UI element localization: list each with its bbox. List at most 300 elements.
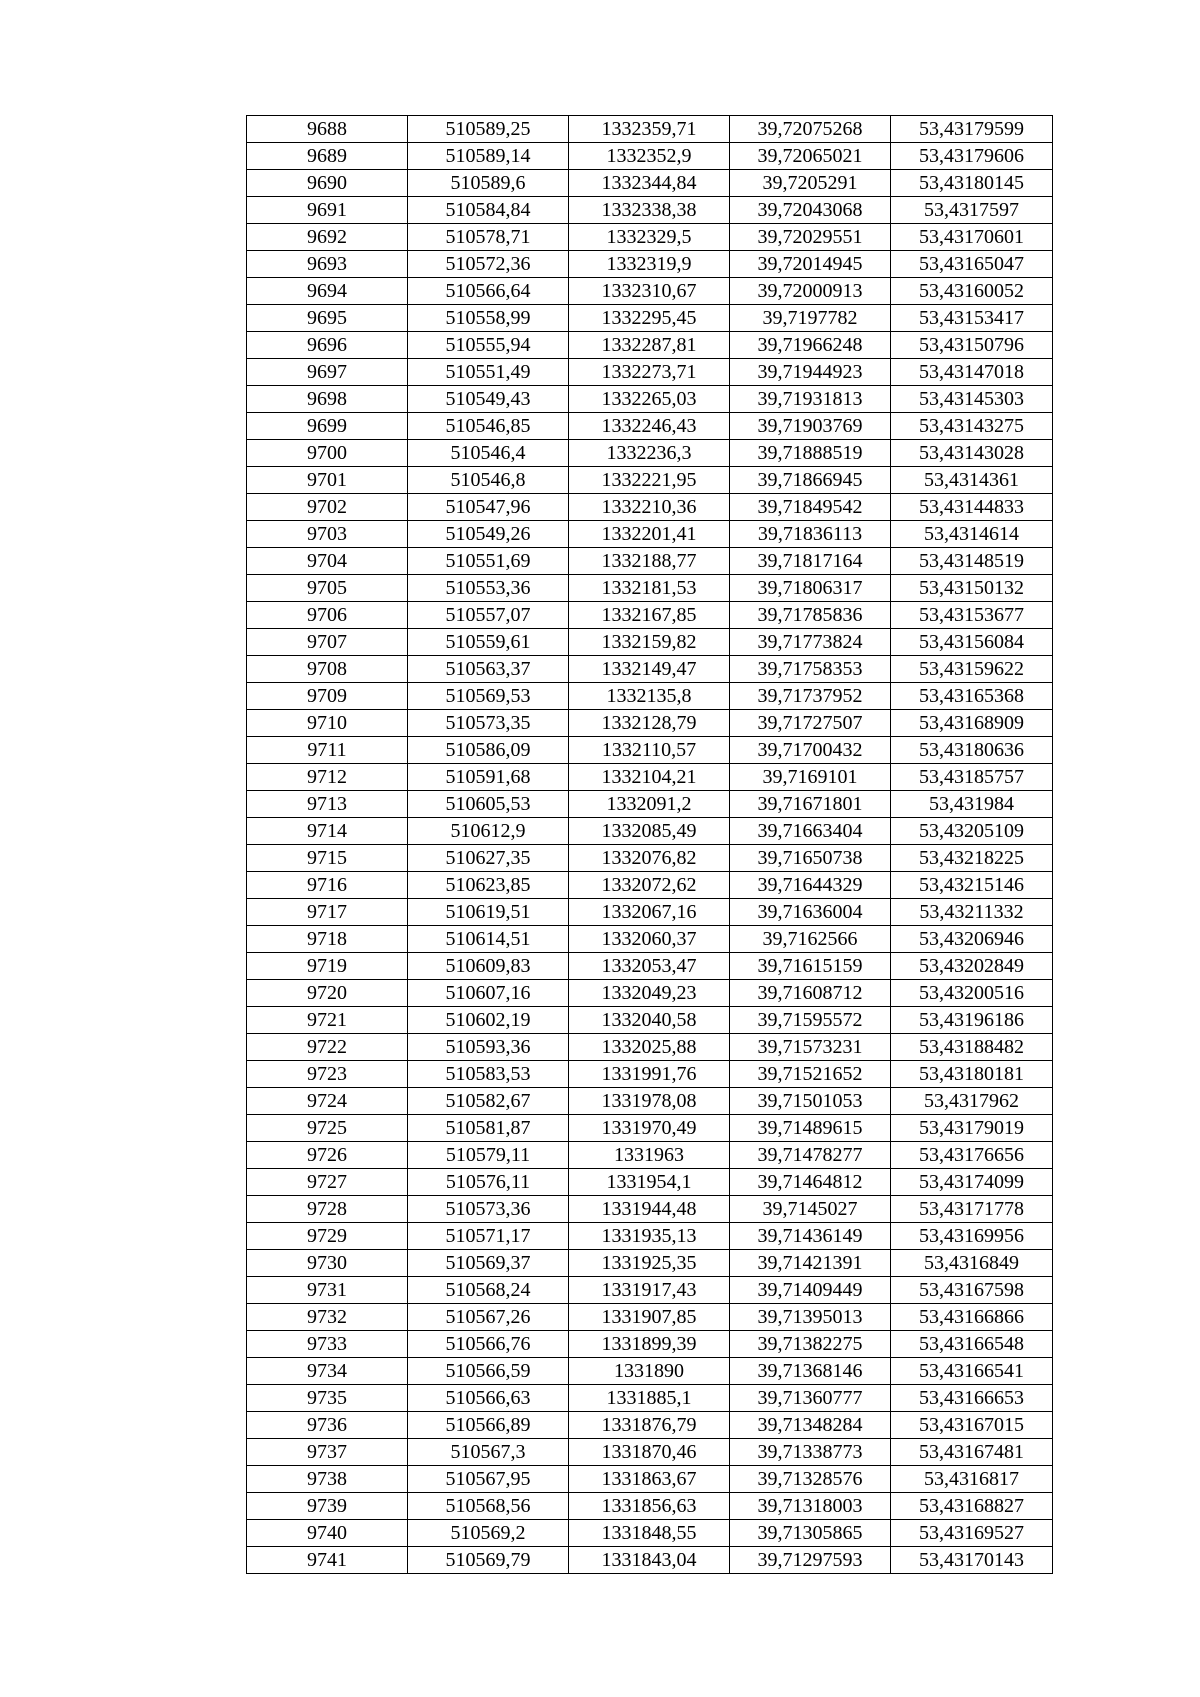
longitude-cell: 39,7169101 <box>730 764 891 791</box>
latitude-cell: 53,43168827 <box>891 1493 1053 1520</box>
x-coordinate-cell: 510568,56 <box>408 1493 569 1520</box>
longitude-cell: 39,7197782 <box>730 305 891 332</box>
y-coordinate-cell: 1331907,85 <box>569 1304 730 1331</box>
point-number-cell: 9731 <box>247 1277 408 1304</box>
x-coordinate-cell: 510579,11 <box>408 1142 569 1169</box>
y-coordinate-cell: 1332352,9 <box>569 143 730 170</box>
longitude-cell: 39,71806317 <box>730 575 891 602</box>
longitude-cell: 39,71931813 <box>730 386 891 413</box>
latitude-cell: 53,43165047 <box>891 251 1053 278</box>
point-number-cell: 9694 <box>247 278 408 305</box>
longitude-cell: 39,71836113 <box>730 521 891 548</box>
latitude-cell: 53,43166653 <box>891 1385 1053 1412</box>
x-coordinate-cell: 510589,6 <box>408 170 569 197</box>
latitude-cell: 53,43180181 <box>891 1061 1053 1088</box>
longitude-cell: 39,71700432 <box>730 737 891 764</box>
table-row <box>247 980 1053 1007</box>
table-row <box>247 1223 1053 1250</box>
x-coordinate-cell: 510591,68 <box>408 764 569 791</box>
table-row <box>247 1385 1053 1412</box>
point-number-cell: 9707 <box>247 629 408 656</box>
table-row <box>247 521 1053 548</box>
point-number-cell: 9739 <box>247 1493 408 1520</box>
table-row <box>247 494 1053 521</box>
table-row <box>247 1547 1053 1574</box>
latitude-cell: 53,4316849 <box>891 1250 1053 1277</box>
y-coordinate-cell: 1332310,67 <box>569 278 730 305</box>
point-number-cell: 9688 <box>247 116 408 143</box>
table-row <box>247 1169 1053 1196</box>
y-coordinate-cell: 1332167,85 <box>569 602 730 629</box>
x-coordinate-cell: 510573,36 <box>408 1196 569 1223</box>
longitude-cell: 39,71849542 <box>730 494 891 521</box>
latitude-cell: 53,43180145 <box>891 170 1053 197</box>
longitude-cell: 39,71903769 <box>730 413 891 440</box>
latitude-cell: 53,43165368 <box>891 683 1053 710</box>
x-coordinate-cell: 510602,19 <box>408 1007 569 1034</box>
x-coordinate-cell: 510546,8 <box>408 467 569 494</box>
point-number-cell: 9703 <box>247 521 408 548</box>
point-number-cell: 9736 <box>247 1412 408 1439</box>
point-number-cell: 9741 <box>247 1547 408 1574</box>
latitude-cell: 53,43150796 <box>891 332 1053 359</box>
point-number-cell: 9725 <box>247 1115 408 1142</box>
y-coordinate-cell: 1332159,82 <box>569 629 730 656</box>
y-coordinate-cell: 1332076,82 <box>569 845 730 872</box>
x-coordinate-cell: 510589,14 <box>408 143 569 170</box>
y-coordinate-cell: 1332091,2 <box>569 791 730 818</box>
longitude-cell: 39,71737952 <box>730 683 891 710</box>
x-coordinate-cell: 510569,79 <box>408 1547 569 1574</box>
x-coordinate-cell: 510569,53 <box>408 683 569 710</box>
y-coordinate-cell: 1332072,62 <box>569 872 730 899</box>
coordinates-table-body <box>247 116 1053 1574</box>
x-coordinate-cell: 510614,51 <box>408 926 569 953</box>
latitude-cell: 53,4317962 <box>891 1088 1053 1115</box>
table-row <box>247 1007 1053 1034</box>
point-number-cell: 9699 <box>247 413 408 440</box>
y-coordinate-cell: 1332265,03 <box>569 386 730 413</box>
point-number-cell: 9740 <box>247 1520 408 1547</box>
y-coordinate-cell: 1331954,1 <box>569 1169 730 1196</box>
x-coordinate-cell: 510549,26 <box>408 521 569 548</box>
latitude-cell: 53,43218225 <box>891 845 1053 872</box>
y-coordinate-cell: 1332210,36 <box>569 494 730 521</box>
y-coordinate-cell: 1332025,88 <box>569 1034 730 1061</box>
x-coordinate-cell: 510623,85 <box>408 872 569 899</box>
latitude-cell: 53,43169527 <box>891 1520 1053 1547</box>
point-number-cell: 9738 <box>247 1466 408 1493</box>
point-number-cell: 9702 <box>247 494 408 521</box>
y-coordinate-cell: 1331991,76 <box>569 1061 730 1088</box>
y-coordinate-cell: 1332295,45 <box>569 305 730 332</box>
point-number-cell: 9718 <box>247 926 408 953</box>
latitude-cell: 53,43167598 <box>891 1277 1053 1304</box>
y-coordinate-cell: 1332221,95 <box>569 467 730 494</box>
x-coordinate-cell: 510572,36 <box>408 251 569 278</box>
y-coordinate-cell: 1332319,9 <box>569 251 730 278</box>
table-row <box>247 1277 1053 1304</box>
point-number-cell: 9734 <box>247 1358 408 1385</box>
y-coordinate-cell: 1332149,47 <box>569 656 730 683</box>
y-coordinate-cell: 1332128,79 <box>569 710 730 737</box>
latitude-cell: 53,43179606 <box>891 143 1053 170</box>
x-coordinate-cell: 510567,3 <box>408 1439 569 1466</box>
y-coordinate-cell: 1332359,71 <box>569 116 730 143</box>
x-coordinate-cell: 510558,99 <box>408 305 569 332</box>
latitude-cell: 53,43171778 <box>891 1196 1053 1223</box>
table-row <box>247 656 1053 683</box>
longitude-cell: 39,71348284 <box>730 1412 891 1439</box>
point-number-cell: 9719 <box>247 953 408 980</box>
x-coordinate-cell: 510547,96 <box>408 494 569 521</box>
x-coordinate-cell: 510568,24 <box>408 1277 569 1304</box>
y-coordinate-cell: 1331890 <box>569 1358 730 1385</box>
latitude-cell: 53,4314361 <box>891 467 1053 494</box>
table-row <box>247 386 1053 413</box>
x-coordinate-cell: 510549,43 <box>408 386 569 413</box>
table-row <box>247 332 1053 359</box>
y-coordinate-cell: 1332053,47 <box>569 953 730 980</box>
longitude-cell: 39,71888519 <box>730 440 891 467</box>
x-coordinate-cell: 510612,9 <box>408 818 569 845</box>
y-coordinate-cell: 1332181,53 <box>569 575 730 602</box>
x-coordinate-cell: 510566,63 <box>408 1385 569 1412</box>
y-coordinate-cell: 1331848,55 <box>569 1520 730 1547</box>
table-row <box>247 602 1053 629</box>
latitude-cell: 53,43159622 <box>891 656 1053 683</box>
y-coordinate-cell: 1331843,04 <box>569 1547 730 1574</box>
y-coordinate-cell: 1331944,48 <box>569 1196 730 1223</box>
x-coordinate-cell: 510627,35 <box>408 845 569 872</box>
x-coordinate-cell: 510566,64 <box>408 278 569 305</box>
latitude-cell: 53,43156084 <box>891 629 1053 656</box>
x-coordinate-cell: 510557,07 <box>408 602 569 629</box>
x-coordinate-cell: 510573,35 <box>408 710 569 737</box>
table-row <box>247 1358 1053 1385</box>
point-number-cell: 9732 <box>247 1304 408 1331</box>
x-coordinate-cell: 510571,17 <box>408 1223 569 1250</box>
point-number-cell: 9726 <box>247 1142 408 1169</box>
table-row <box>247 548 1053 575</box>
longitude-cell: 39,71328576 <box>730 1466 891 1493</box>
table-row <box>247 224 1053 251</box>
x-coordinate-cell: 510553,36 <box>408 575 569 602</box>
longitude-cell: 39,71650738 <box>730 845 891 872</box>
table-row <box>247 575 1053 602</box>
x-coordinate-cell: 510569,37 <box>408 1250 569 1277</box>
table-row <box>247 1304 1053 1331</box>
table-row <box>247 1520 1053 1547</box>
longitude-cell: 39,71608712 <box>730 980 891 1007</box>
longitude-cell: 39,71409449 <box>730 1277 891 1304</box>
y-coordinate-cell: 1332287,81 <box>569 332 730 359</box>
longitude-cell: 39,71671801 <box>730 791 891 818</box>
y-coordinate-cell: 1332246,43 <box>569 413 730 440</box>
point-number-cell: 9729 <box>247 1223 408 1250</box>
longitude-cell: 39,71478277 <box>730 1142 891 1169</box>
y-coordinate-cell: 1332201,41 <box>569 521 730 548</box>
table-row <box>247 845 1053 872</box>
point-number-cell: 9706 <box>247 602 408 629</box>
table-row <box>247 1493 1053 1520</box>
latitude-cell: 53,43188482 <box>891 1034 1053 1061</box>
x-coordinate-cell: 510607,16 <box>408 980 569 1007</box>
point-number-cell: 9737 <box>247 1439 408 1466</box>
y-coordinate-cell: 1332049,23 <box>569 980 730 1007</box>
longitude-cell: 39,71489615 <box>730 1115 891 1142</box>
x-coordinate-cell: 510584,84 <box>408 197 569 224</box>
longitude-cell: 39,71758353 <box>730 656 891 683</box>
latitude-cell: 53,43180636 <box>891 737 1053 764</box>
longitude-cell: 39,71817164 <box>730 548 891 575</box>
x-coordinate-cell: 510551,69 <box>408 548 569 575</box>
y-coordinate-cell: 1331885,1 <box>569 1385 730 1412</box>
longitude-cell: 39,71305865 <box>730 1520 891 1547</box>
point-number-cell: 9723 <box>247 1061 408 1088</box>
point-number-cell: 9700 <box>247 440 408 467</box>
x-coordinate-cell: 510593,36 <box>408 1034 569 1061</box>
point-number-cell: 9705 <box>247 575 408 602</box>
longitude-cell: 39,71966248 <box>730 332 891 359</box>
table-row <box>247 818 1053 845</box>
table-row <box>247 170 1053 197</box>
table-row <box>247 1250 1053 1277</box>
table-row <box>247 926 1053 953</box>
longitude-cell: 39,72000913 <box>730 278 891 305</box>
x-coordinate-cell: 510581,87 <box>408 1115 569 1142</box>
longitude-cell: 39,71573231 <box>730 1034 891 1061</box>
x-coordinate-cell: 510551,49 <box>408 359 569 386</box>
point-number-cell: 9715 <box>247 845 408 872</box>
x-coordinate-cell: 510566,76 <box>408 1331 569 1358</box>
x-coordinate-cell: 510582,67 <box>408 1088 569 1115</box>
y-coordinate-cell: 1332110,57 <box>569 737 730 764</box>
y-coordinate-cell: 1332060,37 <box>569 926 730 953</box>
longitude-cell: 39,71436149 <box>730 1223 891 1250</box>
longitude-cell: 39,71944923 <box>730 359 891 386</box>
longitude-cell: 39,71318003 <box>730 1493 891 1520</box>
point-number-cell: 9690 <box>247 170 408 197</box>
x-coordinate-cell: 510546,4 <box>408 440 569 467</box>
x-coordinate-cell: 510583,53 <box>408 1061 569 1088</box>
point-number-cell: 9720 <box>247 980 408 1007</box>
table-row <box>247 1088 1053 1115</box>
table-row <box>247 116 1053 143</box>
latitude-cell: 53,4314614 <box>891 521 1053 548</box>
table-row <box>247 143 1053 170</box>
latitude-cell: 53,43185757 <box>891 764 1053 791</box>
point-number-cell: 9689 <box>247 143 408 170</box>
y-coordinate-cell: 1332104,21 <box>569 764 730 791</box>
latitude-cell: 53,43167015 <box>891 1412 1053 1439</box>
y-coordinate-cell: 1332329,5 <box>569 224 730 251</box>
table-row <box>247 872 1053 899</box>
latitude-cell: 53,43202849 <box>891 953 1053 980</box>
point-number-cell: 9693 <box>247 251 408 278</box>
latitude-cell: 53,43143028 <box>891 440 1053 467</box>
latitude-cell: 53,431984 <box>891 791 1053 818</box>
y-coordinate-cell: 1332085,49 <box>569 818 730 845</box>
x-coordinate-cell: 510609,83 <box>408 953 569 980</box>
longitude-cell: 39,71501053 <box>730 1088 891 1115</box>
y-coordinate-cell: 1332067,16 <box>569 899 730 926</box>
table-row <box>247 683 1053 710</box>
x-coordinate-cell: 510566,89 <box>408 1412 569 1439</box>
x-coordinate-cell: 510567,95 <box>408 1466 569 1493</box>
x-coordinate-cell: 510589,25 <box>408 116 569 143</box>
latitude-cell: 53,43206946 <box>891 926 1053 953</box>
y-coordinate-cell: 1331963 <box>569 1142 730 1169</box>
table-row <box>247 413 1053 440</box>
table-row <box>247 440 1053 467</box>
latitude-cell: 53,43179599 <box>891 116 1053 143</box>
longitude-cell: 39,71595572 <box>730 1007 891 1034</box>
x-coordinate-cell: 510559,61 <box>408 629 569 656</box>
table-row <box>247 1061 1053 1088</box>
latitude-cell: 53,43167481 <box>891 1439 1053 1466</box>
x-coordinate-cell: 510619,51 <box>408 899 569 926</box>
point-number-cell: 9698 <box>247 386 408 413</box>
latitude-cell: 53,43179019 <box>891 1115 1053 1142</box>
y-coordinate-cell: 1331935,13 <box>569 1223 730 1250</box>
point-number-cell: 9708 <box>247 656 408 683</box>
latitude-cell: 53,43174099 <box>891 1169 1053 1196</box>
latitude-cell: 53,43170601 <box>891 224 1053 251</box>
longitude-cell: 39,71421391 <box>730 1250 891 1277</box>
longitude-cell: 39,72014945 <box>730 251 891 278</box>
latitude-cell: 53,43176656 <box>891 1142 1053 1169</box>
point-number-cell: 9712 <box>247 764 408 791</box>
latitude-cell: 53,43145303 <box>891 386 1053 413</box>
point-number-cell: 9724 <box>247 1088 408 1115</box>
y-coordinate-cell: 1331978,08 <box>569 1088 730 1115</box>
x-coordinate-cell: 510578,71 <box>408 224 569 251</box>
point-number-cell: 9709 <box>247 683 408 710</box>
y-coordinate-cell: 1332236,3 <box>569 440 730 467</box>
y-coordinate-cell: 1331856,63 <box>569 1493 730 1520</box>
longitude-cell: 39,72075268 <box>730 116 891 143</box>
x-coordinate-cell: 510567,26 <box>408 1304 569 1331</box>
y-coordinate-cell: 1332273,71 <box>569 359 730 386</box>
latitude-cell: 53,43169956 <box>891 1223 1053 1250</box>
latitude-cell: 53,43211332 <box>891 899 1053 926</box>
table-row <box>247 278 1053 305</box>
longitude-cell: 39,71636004 <box>730 899 891 926</box>
latitude-cell: 53,4317597 <box>891 197 1053 224</box>
latitude-cell: 53,43153417 <box>891 305 1053 332</box>
table-row <box>247 1439 1053 1466</box>
longitude-cell: 39,71368146 <box>730 1358 891 1385</box>
longitude-cell: 39,71785836 <box>730 602 891 629</box>
y-coordinate-cell: 1332188,77 <box>569 548 730 575</box>
latitude-cell: 53,43168909 <box>891 710 1053 737</box>
x-coordinate-cell: 510569,2 <box>408 1520 569 1547</box>
latitude-cell: 53,4316817 <box>891 1466 1053 1493</box>
table-row <box>247 251 1053 278</box>
y-coordinate-cell: 1331970,49 <box>569 1115 730 1142</box>
longitude-cell: 39,71297593 <box>730 1547 891 1574</box>
coordinates-table <box>246 115 1053 1574</box>
point-number-cell: 9730 <box>247 1250 408 1277</box>
table-row <box>247 1142 1053 1169</box>
longitude-cell: 39,72029551 <box>730 224 891 251</box>
x-coordinate-cell: 510586,09 <box>408 737 569 764</box>
longitude-cell: 39,7145027 <box>730 1196 891 1223</box>
latitude-cell: 53,43153677 <box>891 602 1053 629</box>
longitude-cell: 39,71663404 <box>730 818 891 845</box>
x-coordinate-cell: 510566,59 <box>408 1358 569 1385</box>
y-coordinate-cell: 1331876,79 <box>569 1412 730 1439</box>
point-number-cell: 9696 <box>247 332 408 359</box>
point-number-cell: 9691 <box>247 197 408 224</box>
x-coordinate-cell: 510563,37 <box>408 656 569 683</box>
table-row <box>247 791 1053 818</box>
y-coordinate-cell: 1332338,38 <box>569 197 730 224</box>
latitude-cell: 53,43144833 <box>891 494 1053 521</box>
latitude-cell: 53,43196186 <box>891 1007 1053 1034</box>
y-coordinate-cell: 1331925,35 <box>569 1250 730 1277</box>
y-coordinate-cell: 1331899,39 <box>569 1331 730 1358</box>
longitude-cell: 39,7162566 <box>730 926 891 953</box>
latitude-cell: 53,43160052 <box>891 278 1053 305</box>
point-number-cell: 9717 <box>247 899 408 926</box>
y-coordinate-cell: 1331917,43 <box>569 1277 730 1304</box>
latitude-cell: 53,43147018 <box>891 359 1053 386</box>
point-number-cell: 9735 <box>247 1385 408 1412</box>
longitude-cell: 39,72043068 <box>730 197 891 224</box>
point-number-cell: 9695 <box>247 305 408 332</box>
y-coordinate-cell: 1332344,84 <box>569 170 730 197</box>
table-row <box>247 764 1053 791</box>
latitude-cell: 53,43200516 <box>891 980 1053 1007</box>
longitude-cell: 39,71644329 <box>730 872 891 899</box>
point-number-cell: 9701 <box>247 467 408 494</box>
longitude-cell: 39,71464812 <box>730 1169 891 1196</box>
latitude-cell: 53,43166541 <box>891 1358 1053 1385</box>
point-number-cell: 9721 <box>247 1007 408 1034</box>
point-number-cell: 9728 <box>247 1196 408 1223</box>
point-number-cell: 9722 <box>247 1034 408 1061</box>
table-row <box>247 953 1053 980</box>
table-row <box>247 899 1053 926</box>
x-coordinate-cell: 510605,53 <box>408 791 569 818</box>
latitude-cell: 53,43205109 <box>891 818 1053 845</box>
point-number-cell: 9714 <box>247 818 408 845</box>
longitude-cell: 39,71382275 <box>730 1331 891 1358</box>
table-row <box>247 1034 1053 1061</box>
longitude-cell: 39,71727507 <box>730 710 891 737</box>
point-number-cell: 9710 <box>247 710 408 737</box>
table-row <box>247 1196 1053 1223</box>
longitude-cell: 39,72065021 <box>730 143 891 170</box>
point-number-cell: 9727 <box>247 1169 408 1196</box>
latitude-cell: 53,43148519 <box>891 548 1053 575</box>
x-coordinate-cell: 510546,85 <box>408 413 569 440</box>
point-number-cell: 9692 <box>247 224 408 251</box>
longitude-cell: 39,7205291 <box>730 170 891 197</box>
table-row <box>247 305 1053 332</box>
latitude-cell: 53,43166866 <box>891 1304 1053 1331</box>
x-coordinate-cell: 510555,94 <box>408 332 569 359</box>
table-row <box>247 1115 1053 1142</box>
longitude-cell: 39,71773824 <box>730 629 891 656</box>
y-coordinate-cell: 1332040,58 <box>569 1007 730 1034</box>
table-row <box>247 1466 1053 1493</box>
longitude-cell: 39,71360777 <box>730 1385 891 1412</box>
x-coordinate-cell: 510576,11 <box>408 1169 569 1196</box>
point-number-cell: 9716 <box>247 872 408 899</box>
